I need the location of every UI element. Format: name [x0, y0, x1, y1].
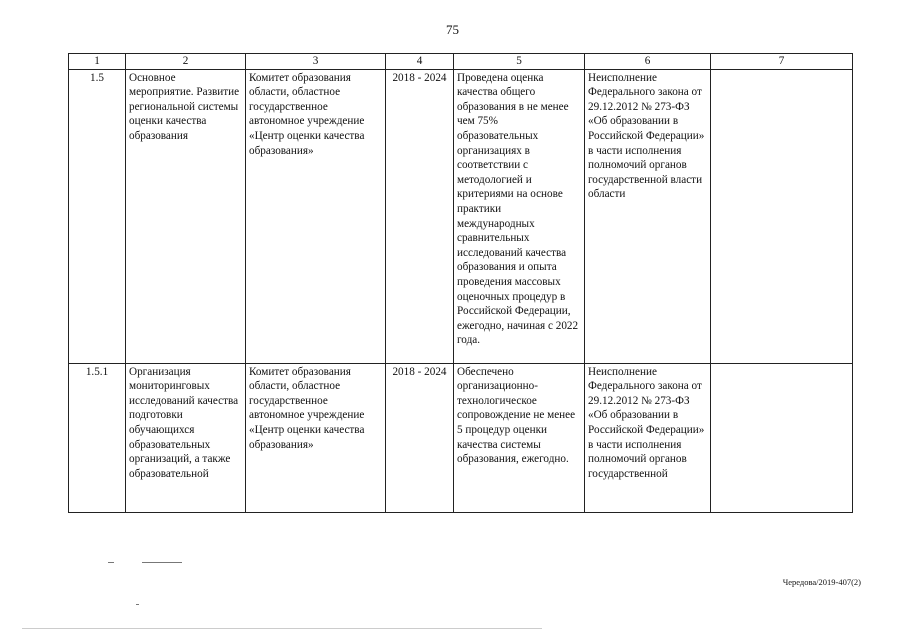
header-col-3: 3	[246, 54, 386, 70]
scan-artifact	[136, 604, 139, 605]
consequence: Неисполнение Федерального закона от 29.12.2012 № 273-ФЗ «Об образовании в Российской Федерации» в части исполнения полномочий органов государственной власти области	[585, 69, 711, 363]
page-number: 75	[446, 22, 459, 37]
expected-result: Обеспечено организационно-технологическое сопровождение не менее 5 процедур оценки качества системы образования, ежегодно.	[454, 363, 585, 512]
consequence: Неисполнение Федерального закона от 29.12.2012 № 273-ФЗ «Об образовании в Российской Федерации» в части исполнения полномочий органов государственной	[585, 363, 711, 512]
header-col-1: 1	[69, 54, 126, 70]
measure-name: Организация мониторинговых исследований качества подготовки обучающихся образовательных организаций, а также образовательной	[126, 363, 246, 512]
header-col-2: 2	[126, 54, 246, 70]
scan-edge-line	[22, 628, 542, 629]
column-7-cell	[711, 69, 853, 363]
period: 2018 - 2024	[386, 363, 454, 512]
period: 2018 - 2024	[386, 69, 454, 363]
row-number: 1.5.1	[69, 363, 126, 512]
scan-artifact	[142, 562, 182, 563]
expected-result: Проведена оценка качества общего образования в не менее чем 75% образовательных организациях в соответствии с методологией и критериями на основе практики международных сравнительных исследований качества образования и опыта проведения массовых оценочных процедур в Российской Федерации, ежегодно, начиная с 2022 года.	[454, 69, 585, 363]
executor: Комитет образования области, областное государственное автономное учреждение «Центр оценки качества образования»	[246, 363, 386, 512]
header-col-6: 6	[585, 54, 711, 70]
row-number: 1.5	[69, 69, 126, 363]
table-row	[69, 69, 853, 363]
header-row	[69, 54, 853, 70]
measure-name: Основное мероприятие. Развитие региональной системы оценки качества образования	[126, 69, 246, 363]
header-col-4: 4	[386, 54, 454, 70]
executor: Комитет образования области, областное государственное автономное учреждение «Центр оценки качества образования»	[246, 69, 386, 363]
program-table	[68, 53, 853, 513]
table-row	[69, 363, 853, 512]
column-7-cell	[711, 363, 853, 512]
header-col-7: 7	[711, 54, 853, 70]
header-col-5: 5	[454, 54, 585, 70]
document-code: Чередова/2019-407(2)	[782, 577, 861, 587]
scan-artifact	[108, 562, 114, 563]
